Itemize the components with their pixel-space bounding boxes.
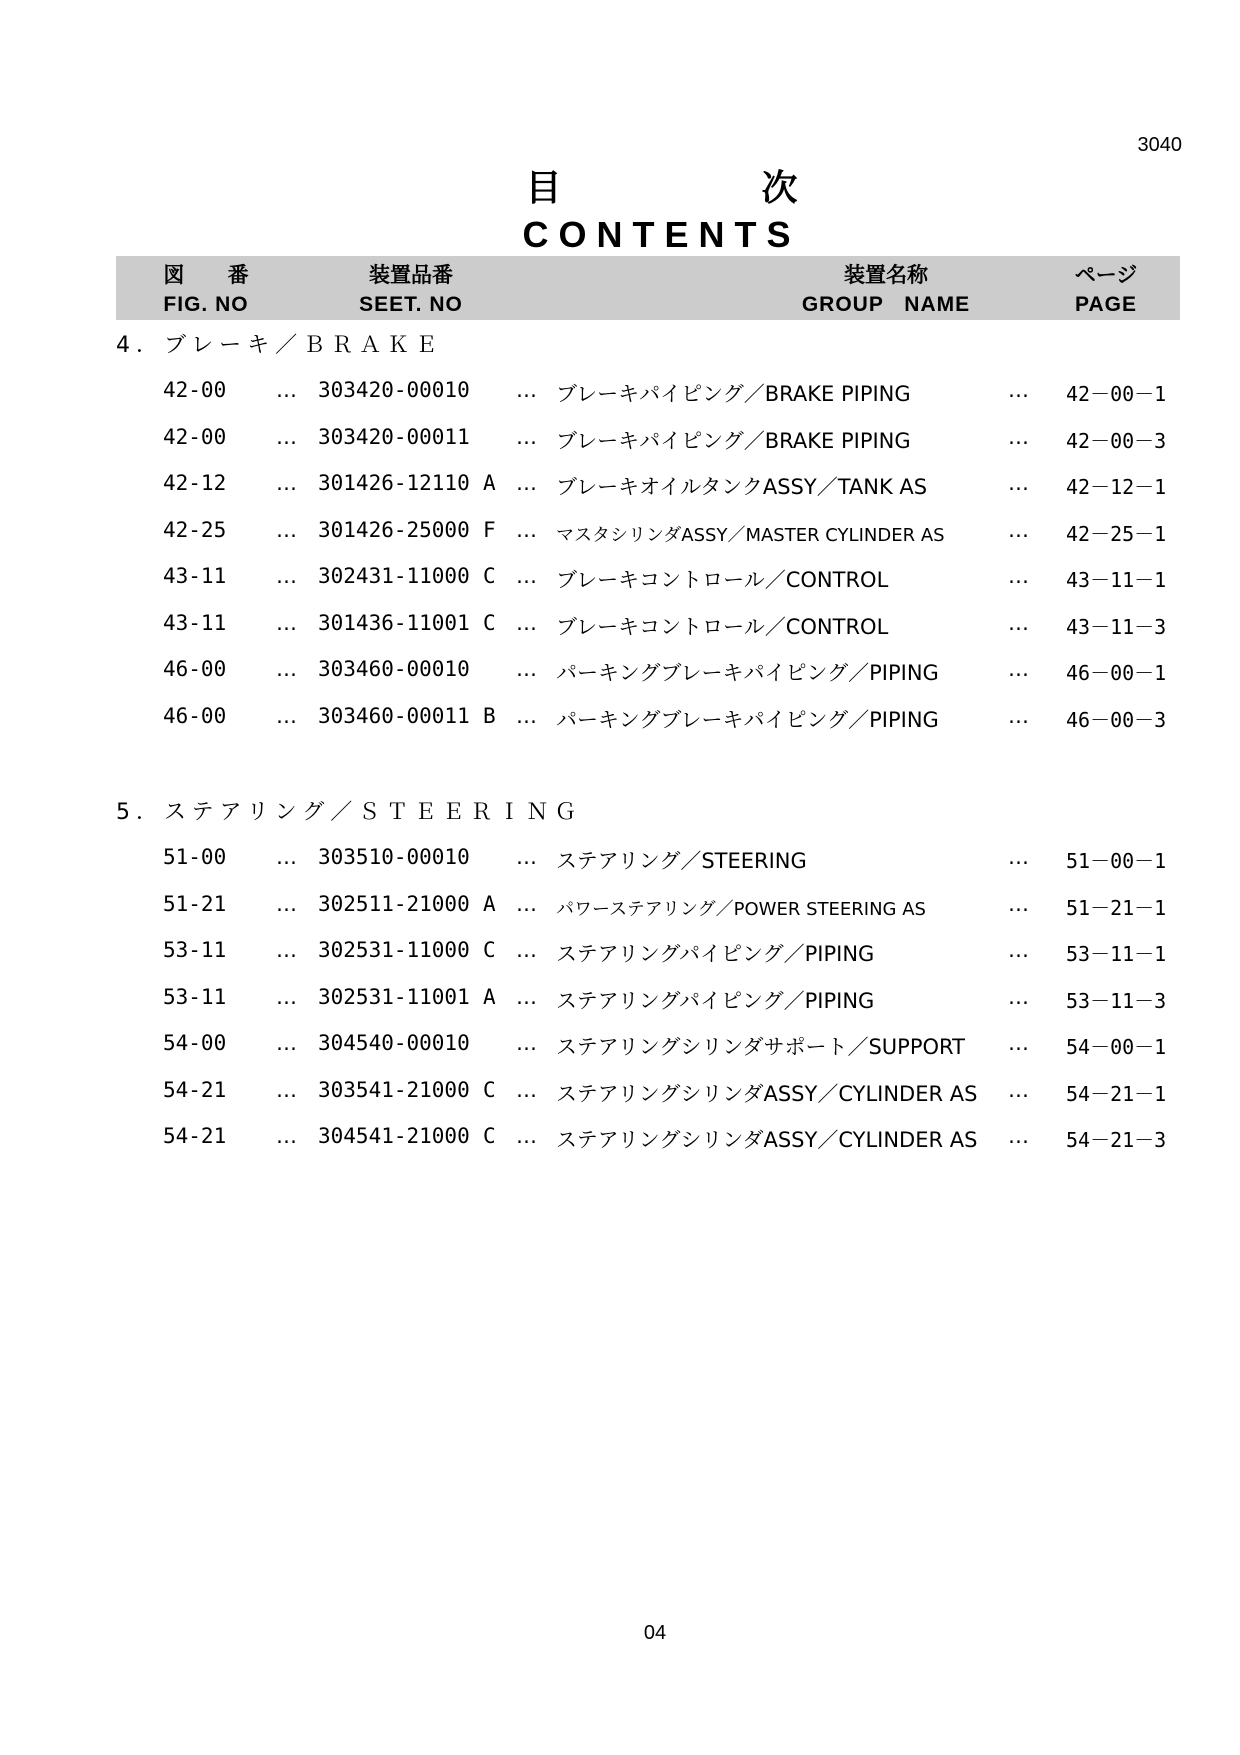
leader-dots: … xyxy=(516,518,537,542)
fig-number: 51-00 xyxy=(163,845,227,869)
revision-letter: F xyxy=(483,518,496,542)
seet-number: 303541-21000 xyxy=(318,1078,470,1102)
fig-number: 46-00 xyxy=(163,704,227,728)
group-name: ステアリングシリンダサポート／SUPPORT xyxy=(556,1035,965,1059)
header-fig-no xyxy=(126,260,286,320)
leader-dots: … xyxy=(276,564,297,588)
contents-row xyxy=(0,938,1240,978)
title-jp-char-2: 次 xyxy=(761,168,798,209)
leader-dots: … xyxy=(516,1124,537,1148)
group-name: ステアリングパイピング／PIPING xyxy=(556,989,875,1013)
leader-dots: … xyxy=(1008,378,1029,402)
leader-dots: … xyxy=(516,704,537,728)
page-reference: 51－00－1 xyxy=(1066,849,1167,873)
leader-dots: … xyxy=(1008,704,1029,728)
leader-dots: … xyxy=(276,938,297,962)
leader-dots: … xyxy=(276,518,297,542)
page-reference: 54－21－3 xyxy=(1066,1128,1167,1152)
contents-row xyxy=(0,564,1240,604)
leader-dots: … xyxy=(1008,1124,1029,1148)
contents-row xyxy=(0,518,1240,558)
seet-number: 303460-00011 xyxy=(318,704,470,728)
contents-row xyxy=(0,892,1240,932)
group-name: ブレーキコントロール／CONTROL xyxy=(556,615,889,639)
group-name: ステアリングシリンダASSY／CYLINDER AS xyxy=(556,1082,978,1106)
leader-dots: … xyxy=(276,845,297,869)
seet-number: 301436-11001 xyxy=(318,611,470,635)
contents-row xyxy=(0,378,1240,418)
leader-dots: … xyxy=(1008,471,1029,495)
leader-dots: … xyxy=(1008,845,1029,869)
fig-number: 42-12 xyxy=(163,471,227,495)
contents-header-bar xyxy=(116,256,1180,320)
header-group-name-jp: 装置名称 xyxy=(844,263,928,287)
leader-dots: … xyxy=(276,1031,297,1055)
header-page xyxy=(1036,260,1176,320)
group-name: ブレーキオイルタンクASSY／TANK AS xyxy=(556,475,928,499)
leader-dots: … xyxy=(1008,938,1029,962)
group-name: パーキングブレーキパイピング／PIPING xyxy=(556,661,939,685)
contents-row xyxy=(0,471,1240,511)
page-reference: 42－00－3 xyxy=(1066,429,1167,453)
page-reference: 46－00－3 xyxy=(1066,708,1167,732)
revision-letter: C xyxy=(483,564,496,588)
header-page-jp: ページ xyxy=(1074,263,1138,287)
leader-dots: … xyxy=(516,471,537,495)
leader-dots: … xyxy=(276,704,297,728)
group-name: ステアリングパイピング／PIPING xyxy=(556,942,875,966)
revision-letter: B xyxy=(483,704,496,728)
page-title-japanese xyxy=(0,160,1240,211)
fig-number: 43-11 xyxy=(163,564,227,588)
leader-dots: … xyxy=(516,611,537,635)
leader-dots: … xyxy=(1008,1078,1029,1102)
seet-number: 301426-12110 xyxy=(318,471,470,495)
page-reference: 42－12－1 xyxy=(1066,475,1167,499)
seet-number: 303420-00010 xyxy=(318,378,470,402)
seet-number: 304541-21000 xyxy=(318,1124,470,1148)
header-fig-no-en: FIG. NO xyxy=(163,293,249,316)
contents-row xyxy=(0,425,1240,465)
header-seet-no-jp: 装置品番 xyxy=(369,263,453,287)
page-number: 04 xyxy=(643,1622,667,1644)
title-jp-char-1: 目 xyxy=(525,168,562,209)
leader-dots: … xyxy=(1008,1031,1029,1055)
document-number: 3040 xyxy=(1137,134,1182,156)
fig-number: 42-25 xyxy=(163,518,227,542)
fig-number: 54-00 xyxy=(163,1031,227,1055)
fig-number: 53-11 xyxy=(163,938,227,962)
leader-dots: … xyxy=(516,892,537,916)
contents-row xyxy=(0,704,1240,744)
leader-dots: … xyxy=(516,378,537,402)
seet-number: 303510-00010 xyxy=(318,845,470,869)
contents-row xyxy=(0,985,1240,1025)
leader-dots: … xyxy=(516,1031,537,1055)
seet-number: 302511-21000 xyxy=(318,892,470,916)
revision-letter: A xyxy=(483,892,496,916)
leader-dots: … xyxy=(1008,518,1029,542)
leader-dots: … xyxy=(1008,657,1029,681)
leader-dots: … xyxy=(1008,611,1029,635)
seet-number: 301426-25000 xyxy=(318,518,470,542)
leader-dots: … xyxy=(516,938,537,962)
leader-dots: … xyxy=(516,564,537,588)
contents-row xyxy=(0,611,1240,651)
group-name: パーキングブレーキパイピング／PIPING xyxy=(556,708,939,732)
leader-dots: … xyxy=(276,657,297,681)
leader-dots: … xyxy=(276,1124,297,1148)
page-reference: 42－25－1 xyxy=(1066,522,1167,546)
seet-number: 302531-11001 xyxy=(318,985,470,1009)
contents-row xyxy=(0,1078,1240,1118)
seet-number: 303460-00010 xyxy=(318,657,470,681)
revision-letter: A xyxy=(483,471,496,495)
group-name: ブレーキパイピング／BRAKE PIPING xyxy=(556,382,911,406)
seet-number: 303420-00011 xyxy=(318,425,470,449)
group-name: ステアリング／STEERING xyxy=(556,849,807,873)
page-reference: 42－00－1 xyxy=(1066,382,1167,406)
contents-row xyxy=(0,1031,1240,1071)
contents-row xyxy=(0,657,1240,697)
revision-letter: C xyxy=(483,938,496,962)
fig-number: 54-21 xyxy=(163,1124,227,1148)
group-name: ブレーキコントロール／CONTROL xyxy=(556,568,889,592)
leader-dots: … xyxy=(1008,425,1029,449)
page-reference: 54－00－1 xyxy=(1066,1035,1167,1059)
leader-dots: … xyxy=(1008,892,1029,916)
revision-letter: C xyxy=(483,1078,496,1102)
leader-dots: … xyxy=(1008,564,1029,588)
page-reference: 53－11－1 xyxy=(1066,942,1167,966)
page-reference: 46－00－1 xyxy=(1066,661,1167,685)
header-fig-no-jp: 図 番 xyxy=(163,263,249,287)
header-seet-no xyxy=(316,260,506,320)
group-name: パワーステアリング／POWER STEERING AS xyxy=(556,899,926,920)
leader-dots: … xyxy=(516,425,537,449)
leader-dots: … xyxy=(516,985,537,1009)
leader-dots: … xyxy=(516,657,537,681)
header-seet-no-en: SEET. NO xyxy=(359,293,463,316)
leader-dots: … xyxy=(276,471,297,495)
page-reference: 54－21－1 xyxy=(1066,1082,1167,1106)
section-title: 4．ブレーキ／ＢＲＡＫＥ xyxy=(116,333,444,358)
fig-number: 42-00 xyxy=(163,425,227,449)
page-reference: 51－21－1 xyxy=(1066,896,1167,920)
seet-number: 302531-11000 xyxy=(318,938,470,962)
leader-dots: … xyxy=(1008,985,1029,1009)
leader-dots: … xyxy=(276,378,297,402)
revision-letter: C xyxy=(483,611,496,635)
group-name: ステアリングシリンダASSY／CYLINDER AS xyxy=(556,1128,978,1152)
header-page-en: PAGE xyxy=(1075,293,1137,316)
leader-dots: … xyxy=(276,1078,297,1102)
fig-number: 42-00 xyxy=(163,378,227,402)
group-name: ブレーキパイピング／BRAKE PIPING xyxy=(556,429,911,453)
contents-row xyxy=(0,1124,1240,1164)
group-name: マスタシリンダASSY／MASTER CYLINDER AS xyxy=(556,525,945,546)
seet-number: 304540-00010 xyxy=(318,1031,470,1055)
leader-dots: … xyxy=(516,1078,537,1102)
page-title-english: CONTENTS xyxy=(522,214,801,255)
revision-letter: C xyxy=(483,1124,496,1148)
revision-letter: A xyxy=(483,985,496,1009)
leader-dots: … xyxy=(276,892,297,916)
page-reference: 43－11－1 xyxy=(1066,568,1167,592)
section-title: 5．ステアリング／ＳＴＥＥＲＩＮＧ xyxy=(116,800,583,825)
fig-number: 53-11 xyxy=(163,985,227,1009)
leader-dots: … xyxy=(276,611,297,635)
leader-dots: … xyxy=(276,985,297,1009)
fig-number: 43-11 xyxy=(163,611,227,635)
page-reference: 43－11－3 xyxy=(1066,615,1167,639)
fig-number: 54-21 xyxy=(163,1078,227,1102)
fig-number: 51-21 xyxy=(163,892,227,916)
leader-dots: … xyxy=(516,845,537,869)
header-group-name-en: GROUP NAME xyxy=(801,293,971,316)
fig-number: 46-00 xyxy=(163,657,227,681)
contents-row xyxy=(0,845,1240,885)
seet-number: 302431-11000 xyxy=(318,564,470,588)
leader-dots: … xyxy=(276,425,297,449)
page-reference: 53－11－3 xyxy=(1066,989,1167,1013)
